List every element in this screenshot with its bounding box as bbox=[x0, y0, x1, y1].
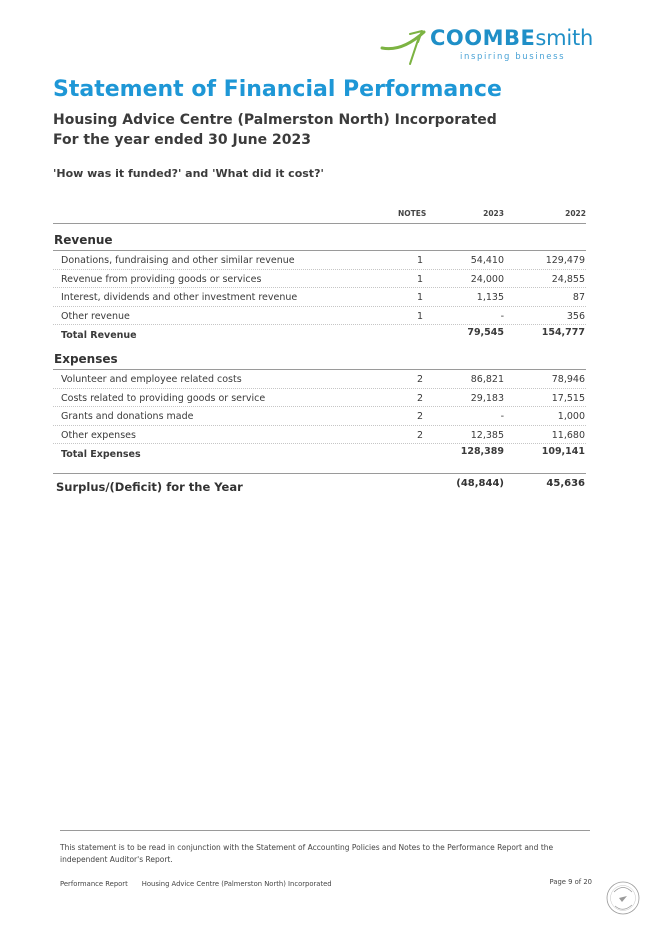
row-label: Revenue from providing goods or services bbox=[61, 273, 262, 285]
table-row bbox=[53, 251, 586, 270]
row-value-2023: 29,183 bbox=[470, 392, 504, 404]
row-value-2022: 356 bbox=[566, 310, 585, 322]
page-title: Statement of Financial Performance bbox=[53, 77, 502, 102]
total-label: Total Expenses bbox=[61, 449, 141, 460]
row-value-2022: 1,000 bbox=[557, 411, 585, 422]
row-note: 2 bbox=[417, 392, 424, 404]
row-note: 1 bbox=[417, 292, 424, 303]
coombesmith-logo bbox=[380, 24, 594, 70]
row-value-2022: 87 bbox=[572, 292, 585, 303]
row-value-2022: 129,479 bbox=[545, 255, 585, 266]
row-label: Interest, dividends and other investment revenue bbox=[61, 292, 298, 303]
table-row bbox=[53, 389, 586, 408]
row-label: Grants and donations made bbox=[61, 411, 194, 422]
surplus-row bbox=[53, 473, 586, 494]
table-row bbox=[53, 307, 586, 326]
row-label: Other expenses bbox=[61, 429, 136, 441]
table-row bbox=[53, 288, 586, 307]
row-note: 2 bbox=[417, 429, 424, 441]
swoosh-icon bbox=[380, 26, 428, 66]
page-number: Page 9 of 20 bbox=[549, 878, 592, 886]
row-value-2023: 24,000 bbox=[470, 273, 504, 285]
logo-name-light: smith bbox=[535, 26, 594, 50]
total-value-2022: 109,141 bbox=[541, 446, 585, 457]
footer-divider bbox=[60, 830, 590, 831]
row-note: 1 bbox=[417, 273, 424, 285]
table-row bbox=[53, 426, 586, 445]
financial-table bbox=[53, 205, 586, 494]
surplus-value-2023: (48,844) bbox=[456, 478, 504, 489]
row-label: Costs related to providing goods or service bbox=[61, 392, 266, 404]
row-value-2023: - bbox=[500, 411, 504, 422]
row-note: 2 bbox=[417, 374, 424, 385]
total-label: Total Revenue bbox=[61, 330, 137, 341]
revenue-heading-text: Revenue bbox=[54, 233, 113, 247]
row-note: 1 bbox=[417, 310, 424, 322]
row-note: 1 bbox=[417, 255, 424, 266]
row-value-2022: 78,946 bbox=[551, 374, 585, 385]
total-revenue-row bbox=[53, 325, 586, 343]
column-notes: NOTES bbox=[398, 209, 427, 218]
surplus-label: Surplus/(Deficit) for the Year bbox=[56, 480, 243, 494]
organisation-name: Housing Advice Centre (Palmerston North) Incorporated bbox=[53, 112, 497, 128]
total-expenses-row bbox=[53, 444, 586, 462]
total-value-2023: 79,545 bbox=[467, 327, 504, 338]
statement-question: 'How was it funded?' and 'What did it cost?' bbox=[53, 167, 324, 180]
table-row bbox=[53, 407, 586, 426]
row-label: Donations, fundraising and other similar revenue bbox=[61, 255, 295, 266]
surplus-value-2022: 45,636 bbox=[546, 478, 585, 489]
column-2023: 2023 bbox=[483, 209, 504, 218]
reporting-period: For the year ended 30 June 2023 bbox=[53, 132, 311, 148]
column-header-row bbox=[53, 205, 586, 224]
revenue-heading bbox=[53, 230, 586, 251]
total-value-2022: 154,777 bbox=[541, 327, 585, 338]
row-value-2022: 17,515 bbox=[551, 392, 585, 404]
logo-wordmark bbox=[430, 26, 593, 50]
column-2022: 2022 bbox=[565, 209, 586, 218]
footer-organisation: Housing Advice Centre (Palmerston North) Incorporated bbox=[141, 880, 332, 888]
row-value-2022: 11,680 bbox=[551, 429, 585, 441]
total-value-2023: 128,389 bbox=[460, 446, 504, 457]
footer-report: Performance Report bbox=[60, 880, 128, 888]
footer-note: This statement is to be read in conjunction with the Statement of Accounting Policies and Notes to the Performance Report and the independent Auditor's Report. bbox=[60, 843, 554, 864]
table-row bbox=[53, 270, 586, 289]
row-value-2023: 12,385 bbox=[470, 429, 504, 441]
row-value-2023: 86,821 bbox=[470, 374, 504, 385]
logo-name-bold: COOMBE bbox=[430, 26, 536, 50]
row-value-2022: 24,855 bbox=[551, 273, 585, 285]
row-value-2023: - bbox=[500, 310, 504, 322]
expenses-heading-text: Expenses bbox=[54, 352, 118, 366]
audit-stamp-icon bbox=[605, 880, 641, 916]
row-note: 2 bbox=[417, 411, 424, 422]
table-row bbox=[53, 370, 586, 389]
row-value-2023: 1,135 bbox=[476, 292, 504, 303]
footer-info bbox=[60, 880, 332, 888]
row-label: Volunteer and employee related costs bbox=[61, 374, 242, 385]
row-label: Other revenue bbox=[61, 310, 130, 322]
expenses-heading bbox=[53, 349, 586, 370]
logo-tagline: inspiring business bbox=[460, 52, 566, 62]
row-value-2023: 54,410 bbox=[470, 255, 504, 266]
